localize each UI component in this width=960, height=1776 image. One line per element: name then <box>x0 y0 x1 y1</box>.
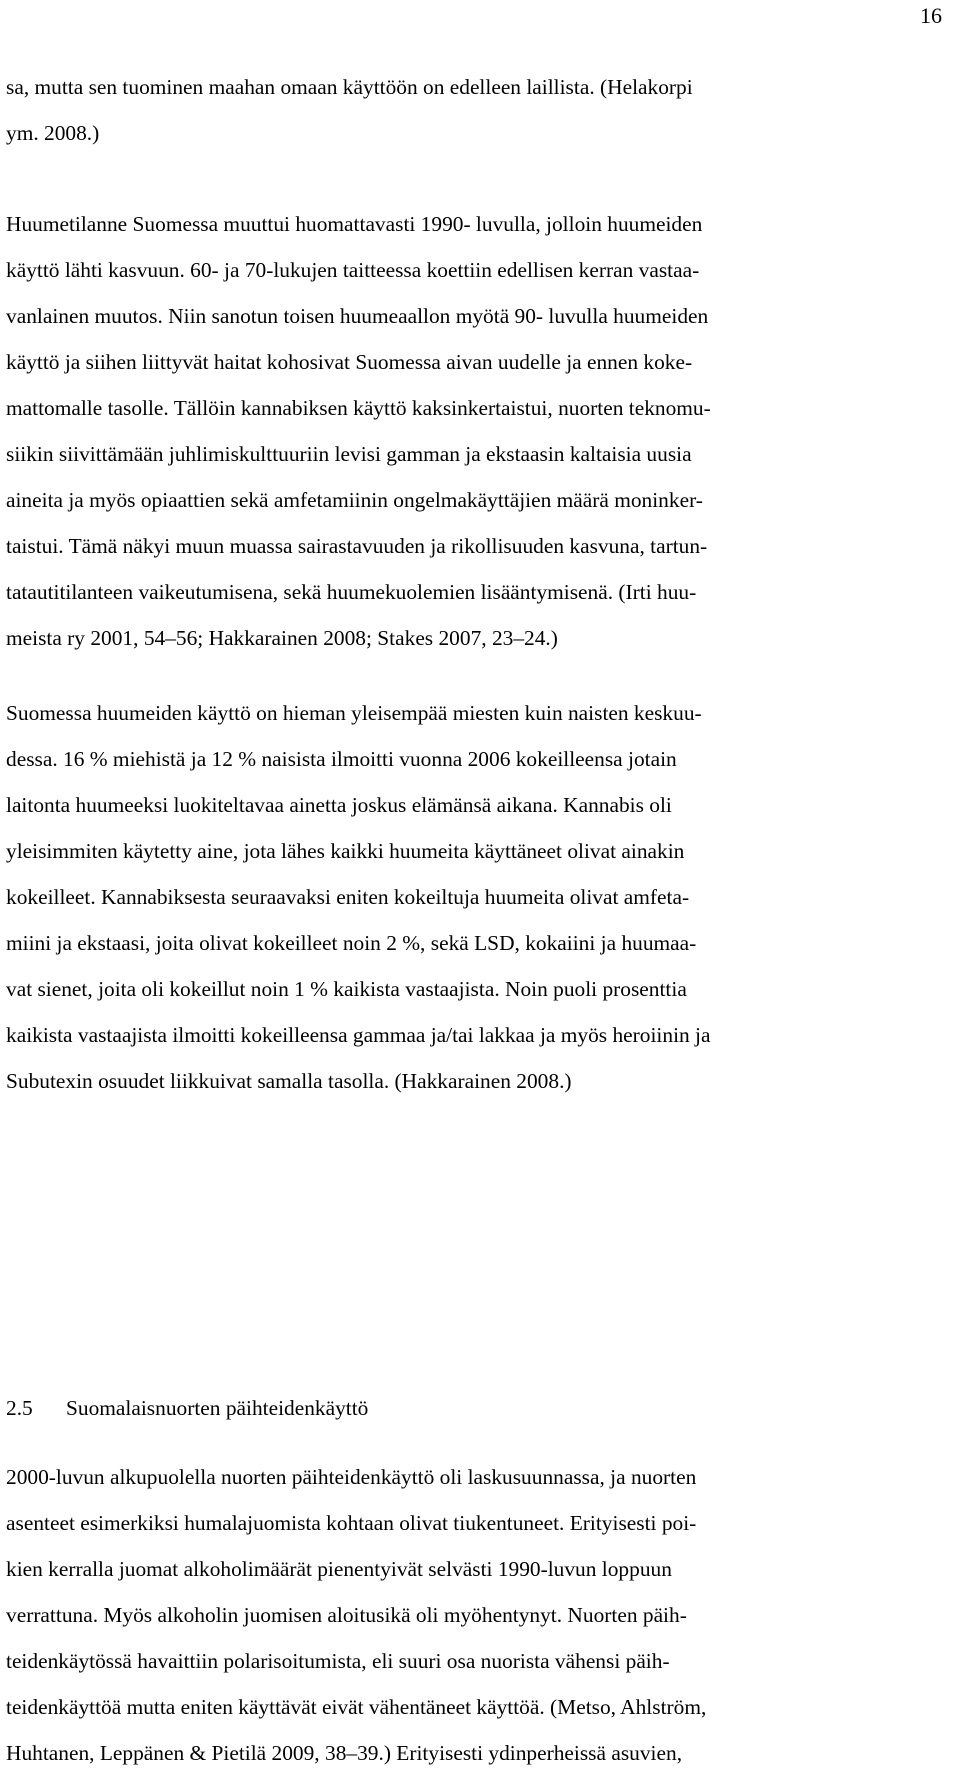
text-line: Huhtanen, Leppänen & Pietilä 2009, 38–39.) Erityisesti ydinperheissä asuvien, <box>6 1741 683 1765</box>
paragraph-2 <box>6 201 960 661</box>
text-line: mattomalle tasolle. Tällöin kannabiksen käyttö kaksinkertaistui, nuorten teknomu- <box>6 396 711 420</box>
page-number: 16 <box>920 3 942 28</box>
text-line: Suomessa huumeiden käyttö on hieman yleisempää miesten kuin naisten keskuu- <box>6 701 702 725</box>
text-line: käyttö ja siihen liittyvät haitat kohosivat Suomessa aivan uudelle ja ennen koke- <box>6 350 693 374</box>
text-line: siikin siivittämään juhlimiskulttuuriin levisi gamman ja ekstaasin kaltaisia uusia <box>6 442 692 466</box>
text-line: meista ry 2001, 54–56; Hakkarainen 2008; Stakes 2007, 23–24.) <box>6 626 558 650</box>
text-line: käyttö lähti kasvuun. 60- ja 70-lukujen taitteessa koettiin edellisen kerran vastaa- <box>6 258 700 282</box>
paragraph-1 <box>6 64 960 156</box>
text-line: aineita ja myös opiaattien sekä amfetamiinin ongelmakäyttäjien määrä moninker- <box>6 488 703 512</box>
text-line: kaikista vastaajista ilmoitti kokeilleensa gammaa ja/tai lakkaa ja myös heroiinin ja <box>6 1023 711 1047</box>
text-line: asenteet esimerkiksi humalajuomista kohtaan olivat tiukentuneet. Erityisesti poi- <box>6 1511 697 1535</box>
text-line: teidenkäyttöä mutta eniten käyttävät eivät vähentäneet käyttöä. (Metso, Ahlström, <box>6 1695 707 1719</box>
section-number: 2.5 <box>6 1396 33 1420</box>
text-line: yleisimmiten käytetty aine, jota lähes kaikki huumeita käyttäneet olivat ainakin <box>6 839 685 863</box>
text-line: verrattuna. Myös alkoholin juomisen aloitusikä oli myöhentynyt. Nuorten päih- <box>6 1603 687 1627</box>
text-line: vat sienet, joita oli kokeillut noin 1 % kaikista vastaajista. Noin puoli prosenttia <box>6 977 687 1001</box>
paragraph-4 <box>6 1454 960 1776</box>
text-line: sa, mutta sen tuominen maahan omaan käyttöön on edelleen laillista. (Helakorpi <box>6 75 693 99</box>
text-line: 2000-luvun alkupuolella nuorten päihteidenkäyttö oli laskusuunnassa, ja nuorten <box>6 1465 697 1489</box>
text-line: laitonta huumeeksi luokiteltavaa ainetta joskus elämänsä aikana. Kannabis oli <box>6 793 672 817</box>
text-line: ym. 2008.) <box>6 121 100 145</box>
text-line: kien kerralla juomat alkoholimäärät pienentyivät selvästi 1990-luvun loppuun <box>6 1557 672 1581</box>
text-line: dessa. 16 % miehistä ja 12 % naisista ilmoitti vuonna 2006 kokeilleensa jotain <box>6 747 677 771</box>
section-heading <box>6 1385 368 1431</box>
text-line: kokeilleet. Kannabiksesta seuraavaksi eniten kokeiltuja huumeita olivat amfeta- <box>6 885 690 909</box>
text-line: taistui. Tämä näkyi muun muassa sairastavuuden ja rikollisuuden kasvuna, tartun- <box>6 534 708 558</box>
section-title: Suomalaisnuorten päihteidenkäyttö <box>66 1396 369 1420</box>
text-line: tatautitilanteen vaikeutumisena, sekä huumekuolemien lisääntymisenä. (Irti huu- <box>6 580 697 604</box>
text-line: miini ja ekstaasi, joita olivat kokeilleet noin 2 %, sekä LSD, kokaiini ja huumaa- <box>6 931 697 955</box>
paragraph-3 <box>6 690 960 1104</box>
text-line: Subutexin osuudet liikkuivat samalla tasolla. (Hakkarainen 2008.) <box>6 1069 572 1093</box>
text-line: vanlainen muutos. Niin sanotun toisen huumeaallon myötä 90- luvulla huumeiden <box>6 304 709 328</box>
text-line: teidenkäytössä havaittiin polarisoitumista, eli suuri osa nuorista vähensi päih- <box>6 1649 670 1673</box>
text-line: Huumetilanne Suomessa muuttui huomattavasti 1990- luvulla, jolloin huumeiden <box>6 212 703 236</box>
